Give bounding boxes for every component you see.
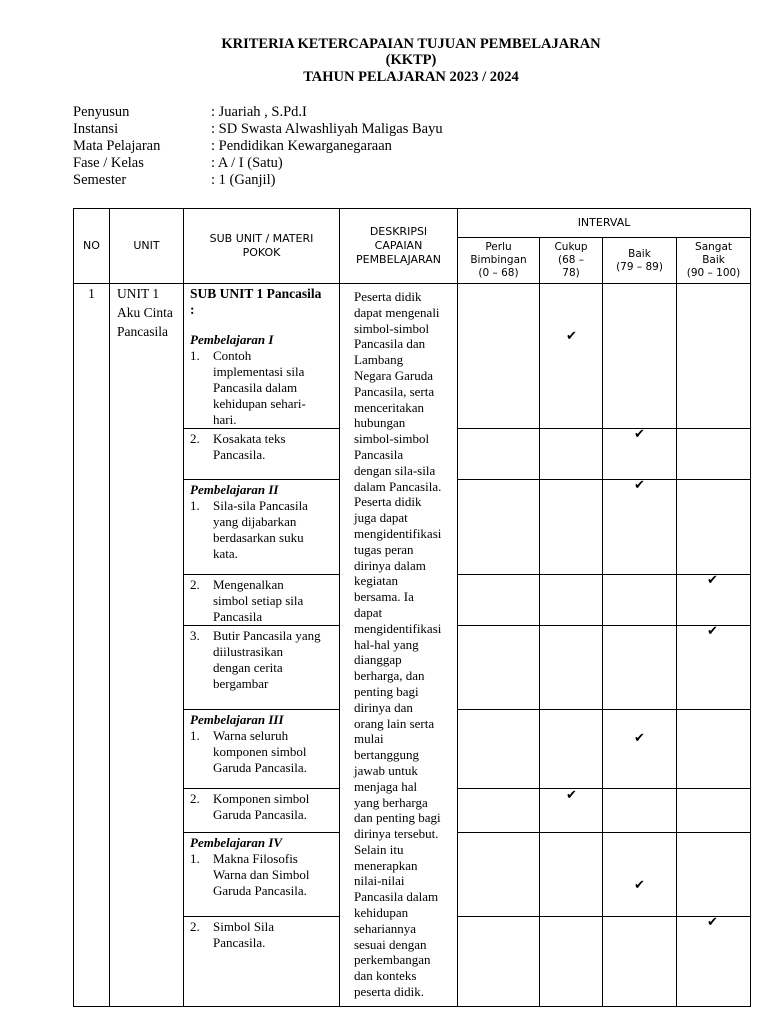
item-number: 1. bbox=[190, 728, 200, 743]
item-number: 2. bbox=[190, 431, 200, 446]
info-label: Fase / Kelas bbox=[73, 155, 144, 171]
deskripsi-line: dan penting bagi bbox=[354, 810, 441, 826]
check-perlu-cell bbox=[458, 833, 540, 917]
header-no: NO bbox=[74, 209, 110, 284]
header-unit: UNIT bbox=[110, 209, 184, 284]
check-perlu-cell bbox=[458, 284, 540, 429]
check-cukup-cell bbox=[540, 710, 603, 789]
deskripsi-line: penting bagi bbox=[354, 683, 419, 699]
deskripsi-line: dapat bbox=[354, 604, 383, 620]
row-number: 1 bbox=[74, 284, 110, 1007]
pembelajaran-heading: Pembelajaran III bbox=[190, 712, 284, 727]
item-text-line: simbol setiap sila bbox=[213, 593, 304, 608]
info-value: : SD Swasta Alwashliyah Maligas Bayu bbox=[211, 121, 443, 137]
item-text-line: hari. bbox=[213, 412, 237, 427]
deskripsi-line: dengan sila-sila bbox=[354, 462, 436, 478]
deskripsi-line: mengidentifikasi bbox=[354, 525, 442, 541]
pembelajaran-heading: Pembelajaran I bbox=[190, 332, 274, 347]
deskripsi-line: mulai bbox=[354, 731, 384, 747]
materi-item bbox=[190, 348, 336, 428]
deskripsi-line: Pancasila dan bbox=[354, 336, 426, 352]
deskripsi-line: kehidupan bbox=[354, 905, 409, 921]
item-number: 2. bbox=[190, 577, 200, 592]
header-baik bbox=[603, 238, 677, 284]
deskripsi-line: hal-hal yang bbox=[354, 636, 419, 652]
header-deskripsi bbox=[340, 209, 458, 284]
check-perlu-cell bbox=[458, 575, 540, 626]
deskripsi-line: orang lain serta bbox=[354, 715, 435, 731]
check-sangat-baik-cell bbox=[677, 917, 751, 1007]
deskripsi-line: dianggap bbox=[354, 652, 402, 668]
info-label: Instansi bbox=[73, 121, 119, 137]
unit-line2: Aku Cinta bbox=[117, 305, 173, 320]
check-sangat-baik-cell bbox=[677, 284, 751, 429]
check-baik-cell bbox=[603, 429, 677, 480]
deskripsi-line: mengidentifikasi bbox=[354, 620, 442, 636]
materi-cell bbox=[184, 917, 340, 1007]
check-perlu-cell bbox=[458, 789, 540, 833]
deskripsi-line: Negara Garuda bbox=[354, 367, 434, 383]
deskripsi-line: bersama. Ia bbox=[354, 589, 414, 605]
deskripsi-line: yang berharga bbox=[354, 794, 428, 810]
item-text-line: Garuda Pancasila. bbox=[213, 807, 307, 822]
header-cukup bbox=[540, 238, 603, 284]
item-text-line: komponen simbol bbox=[213, 744, 307, 759]
deskripsi-line: Pancasila dalam bbox=[354, 889, 439, 905]
item-number: 2. bbox=[190, 791, 200, 806]
materi-cell bbox=[184, 833, 340, 917]
deskripsi-line: berharga, dan bbox=[354, 668, 425, 684]
check-cukup-cell bbox=[540, 917, 603, 1007]
materi-cell bbox=[184, 710, 340, 789]
item-text-line: diilustrasikan bbox=[213, 644, 284, 659]
deskripsi-line: menceritakan bbox=[354, 399, 425, 415]
document-title-line1: KRITERIA KETERCAPAIAN TUJUAN PEMBELAJARAN bbox=[221, 36, 601, 52]
materi-item bbox=[190, 628, 336, 692]
deskripsi-line: dan konteks bbox=[354, 968, 417, 984]
header-cukup-line3: 78) bbox=[562, 267, 580, 279]
check-baik-cell bbox=[603, 575, 677, 626]
header-sangat-line2: Baik bbox=[702, 254, 725, 266]
check-baik-cell bbox=[603, 789, 677, 833]
check-mark-icon: ✔ bbox=[634, 878, 645, 893]
check-perlu-cell bbox=[458, 917, 540, 1007]
item-text-line: Simbol Sila bbox=[213, 919, 275, 934]
check-sangat-baik-cell bbox=[677, 575, 751, 626]
item-text-line: Pancasila dalam bbox=[213, 380, 298, 395]
item-text-line: kehidupan sehari- bbox=[213, 396, 306, 411]
item-text-line: Mengenalkan bbox=[213, 577, 284, 592]
item-text-line: Butir Pancasila yang bbox=[213, 628, 321, 643]
info-instansi bbox=[73, 121, 443, 138]
check-baik-cell bbox=[603, 480, 677, 575]
info-value: : 1 (Ganjil) bbox=[211, 172, 276, 188]
info-semester bbox=[73, 172, 443, 189]
deskripsi-line: Peserta didik bbox=[354, 494, 422, 510]
header-interval: INTERVAL bbox=[458, 209, 751, 238]
item-text-line: Garuda Pancasila. bbox=[213, 760, 307, 775]
check-sangat-baik-cell bbox=[677, 480, 751, 575]
header-baik-line2: (79 – 89) bbox=[616, 260, 663, 273]
check-mark-icon: ✔ bbox=[566, 788, 577, 803]
item-text-line: Komponen simbol bbox=[213, 791, 310, 806]
item-text-line: kata. bbox=[213, 546, 238, 561]
deskripsi-line: peserta didik. bbox=[354, 984, 425, 1000]
deskripsi-line: dalam Pancasila. bbox=[354, 478, 442, 494]
deskripsi-line: jawab untuk bbox=[354, 762, 418, 778]
check-mark-icon: ✔ bbox=[566, 329, 577, 344]
header-deskripsi-line2: CAPAIAN bbox=[374, 239, 423, 252]
deskripsi-line: Peserta didik bbox=[354, 289, 422, 304]
check-mark-icon: ✔ bbox=[707, 915, 718, 930]
item-text-line: Kosakata teks bbox=[213, 431, 286, 446]
deskripsi-line: kegiatan bbox=[354, 573, 399, 589]
info-value: : Juariah , S.Pd.I bbox=[211, 104, 307, 120]
check-baik-cell bbox=[603, 917, 677, 1007]
check-baik-cell bbox=[603, 626, 677, 710]
sub-unit-heading: SUB UNIT 1 Pancasila bbox=[190, 286, 322, 301]
deskripsi-line: tugas peran bbox=[354, 541, 414, 557]
item-text-line: Pancasila. bbox=[213, 447, 266, 462]
check-mark-icon: ✔ bbox=[634, 478, 645, 493]
unit-cell bbox=[110, 284, 184, 1007]
header-cukup-line1: Cukup bbox=[554, 241, 588, 253]
pembelajaran-heading: Pembelajaran IV bbox=[190, 835, 283, 850]
check-cukup-cell bbox=[540, 284, 603, 429]
info-value: : Pendidikan Kewarganegaraan bbox=[211, 138, 392, 154]
check-cukup-cell bbox=[540, 789, 603, 833]
item-text-line: Warna dan Simbol bbox=[213, 867, 310, 882]
deskripsi-line: simbol-simbol bbox=[354, 431, 430, 447]
materi-item bbox=[190, 431, 336, 463]
materi-cell bbox=[184, 429, 340, 480]
check-perlu-cell bbox=[458, 429, 540, 480]
header-sub-unit-line1: SUB UNIT / MATERI bbox=[209, 232, 314, 245]
document-title-line2: (KKTP) bbox=[385, 52, 437, 68]
unit-line3: Pancasila bbox=[117, 324, 168, 339]
check-cukup-cell bbox=[540, 626, 603, 710]
deskripsi-line: nilai-nilai bbox=[354, 873, 405, 889]
item-text-line: dengan cerita bbox=[213, 660, 283, 675]
info-block bbox=[73, 104, 443, 189]
deskripsi-line: simbol-simbol bbox=[354, 320, 430, 336]
check-mark-icon: ✔ bbox=[634, 731, 645, 746]
kktp-table bbox=[73, 208, 751, 1007]
check-sangat-baik-cell bbox=[677, 789, 751, 833]
check-perlu-cell bbox=[458, 626, 540, 710]
info-label: Mata Pelajaran bbox=[73, 138, 161, 154]
item-number: 3. bbox=[190, 628, 200, 643]
header-sangat-line1: Sangat bbox=[695, 241, 733, 253]
header-deskripsi-line1: DESKRIPSI bbox=[369, 225, 428, 238]
unit-line1: UNIT 1 bbox=[117, 286, 160, 301]
materi-item bbox=[190, 919, 336, 951]
deskripsi-line: dirinya dan bbox=[354, 699, 413, 715]
item-number: 2. bbox=[190, 919, 200, 934]
deskripsi-line: perkembangan bbox=[354, 952, 431, 968]
item-text-line: Makna Filosofis bbox=[213, 851, 298, 866]
materi-cell bbox=[184, 284, 340, 429]
item-number: 1. bbox=[190, 348, 200, 363]
deskripsi-line: sehariannya bbox=[354, 920, 417, 936]
item-number: 1. bbox=[190, 498, 200, 513]
header-sub-unit-line2: POKOK bbox=[242, 246, 281, 259]
header-deskripsi-line3: PEMBELAJARAN bbox=[355, 253, 441, 266]
materi-item bbox=[190, 498, 336, 562]
header-sangat-line3: (90 – 100) bbox=[686, 267, 741, 279]
deskripsi-line: bertanggung bbox=[354, 747, 419, 763]
info-fase-kelas bbox=[73, 155, 443, 172]
deskripsi-line: menerapkan bbox=[354, 857, 418, 873]
item-text-line: Pancasila bbox=[213, 609, 263, 624]
materi-cell bbox=[184, 480, 340, 575]
deskripsi-line: menjaga hal bbox=[354, 778, 418, 794]
check-sangat-baik-cell bbox=[677, 833, 751, 917]
materi-cell bbox=[184, 789, 340, 833]
item-text-line: Warna seluruh bbox=[213, 728, 289, 743]
header-perlu-line3: (0 – 68) bbox=[478, 267, 519, 279]
deskripsi-line: juga dapat bbox=[354, 510, 408, 526]
materi-item bbox=[190, 851, 336, 899]
check-sangat-baik-cell bbox=[677, 710, 751, 789]
info-penyusun bbox=[73, 104, 443, 121]
check-baik-cell bbox=[603, 710, 677, 789]
materi-cell bbox=[184, 575, 340, 626]
pembelajaran-heading: Pembelajaran II bbox=[190, 482, 279, 497]
check-sangat-baik-cell bbox=[677, 626, 751, 710]
item-text-line: implementasi sila bbox=[213, 364, 305, 379]
check-cukup-cell bbox=[540, 575, 603, 626]
deskripsi-line: dirinya tersebut. bbox=[354, 826, 439, 842]
check-perlu-cell bbox=[458, 710, 540, 789]
check-sangat-baik-cell bbox=[677, 429, 751, 480]
deskripsi-line: Pancasila bbox=[354, 446, 404, 462]
deskripsi-line: Pancasila, serta bbox=[354, 383, 435, 399]
item-text-line: berdasarkan suku bbox=[213, 530, 304, 545]
item-text-line: Pancasila. bbox=[213, 935, 266, 950]
header-cukup-line2: (68 – bbox=[557, 254, 585, 266]
check-baik-cell bbox=[603, 284, 677, 429]
header-perlu-line1: Perlu bbox=[485, 241, 512, 253]
deskripsi-line: dapat mengenali bbox=[354, 304, 440, 320]
header-perlu-line2: Bimbingan bbox=[470, 254, 527, 266]
check-cukup-cell bbox=[540, 833, 603, 917]
check-baik-cell bbox=[603, 833, 677, 917]
materi-cell bbox=[184, 626, 340, 710]
deskripsi-cell bbox=[340, 284, 458, 1007]
item-text-line: Contoh bbox=[213, 348, 252, 363]
item-number: 1. bbox=[190, 851, 200, 866]
item-text-line: yang dijabarkan bbox=[213, 514, 297, 529]
materi-item bbox=[190, 728, 336, 776]
deskripsi-line: Lambang bbox=[354, 352, 404, 368]
check-mark-icon: ✔ bbox=[707, 573, 718, 588]
document-title-line3: TAHUN PELAJARAN 2023 / 2024 bbox=[303, 69, 519, 85]
sub-unit-heading-colon: : bbox=[190, 302, 195, 317]
deskripsi-line: dirinya dalam bbox=[354, 557, 426, 573]
item-text-line: Sila-sila Pancasila bbox=[213, 498, 308, 513]
info-mata-pelajaran bbox=[73, 138, 443, 155]
check-perlu-cell bbox=[458, 480, 540, 575]
check-mark-icon: ✔ bbox=[634, 427, 645, 442]
materi-item bbox=[190, 577, 336, 625]
header-sub-unit bbox=[184, 209, 340, 284]
check-mark-icon: ✔ bbox=[707, 624, 718, 639]
info-value: : A / I (Satu) bbox=[211, 155, 283, 171]
check-cukup-cell bbox=[540, 480, 603, 575]
deskripsi-line: sesuai dengan bbox=[354, 936, 427, 952]
item-text-line: bergambar bbox=[213, 676, 269, 691]
item-text-line: Garuda Pancasila. bbox=[213, 883, 307, 898]
deskripsi-line: hubungan bbox=[354, 415, 406, 431]
check-cukup-cell bbox=[540, 429, 603, 480]
header-perlu-bimbingan bbox=[458, 238, 540, 284]
deskripsi-line: Selain itu bbox=[354, 841, 404, 857]
info-label: Penyusun bbox=[73, 104, 130, 120]
info-label: Semester bbox=[73, 172, 127, 188]
header-baik-line1: Baik bbox=[628, 247, 651, 260]
materi-item bbox=[190, 791, 336, 823]
header-sangat-baik bbox=[677, 238, 751, 284]
